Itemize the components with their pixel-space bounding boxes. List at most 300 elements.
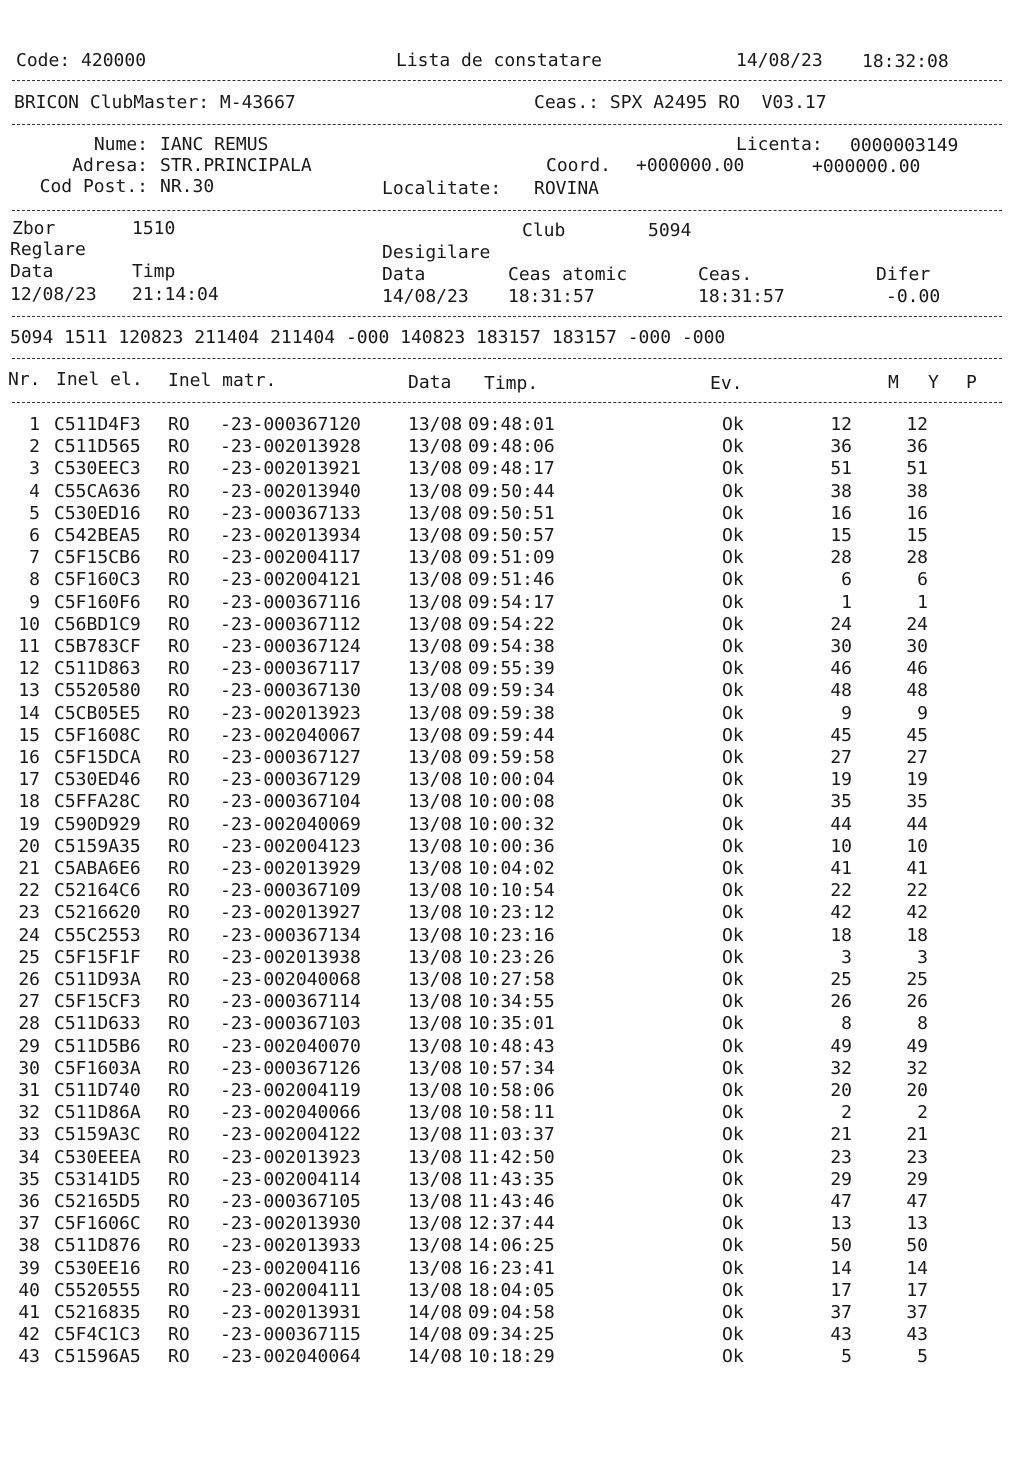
row-country: RO — [168, 769, 190, 791]
row-inel-el: C5159A35 — [54, 835, 141, 857]
row-time: 09:50:57 — [468, 525, 555, 546]
row-event: Ok — [722, 1057, 744, 1079]
table-row — [0, 1280, 1024, 1302]
table-row — [0, 503, 1024, 525]
row-inel-matr: -23-002013928 — [220, 436, 361, 458]
row-country: RO — [168, 1213, 190, 1235]
row-time: 09:51:09 — [468, 547, 555, 569]
row-m: 48 — [830, 680, 852, 702]
row-inel-el: C51596A5 — [54, 1346, 141, 1368]
row-country: RO — [168, 969, 190, 990]
zbor-label: Zbor — [12, 218, 56, 239]
table-row — [0, 1324, 1024, 1346]
row-inel-el: C5159A3C — [54, 1124, 141, 1146]
row-m: 42 — [830, 902, 852, 924]
row-country: RO — [168, 569, 190, 591]
table-row — [0, 614, 1024, 636]
row-inel-el: C5F1606C — [54, 1213, 141, 1235]
row-date: 13/08 — [408, 1102, 463, 1124]
row-nr: 34 — [18, 1146, 40, 1168]
row-country: RO — [168, 480, 190, 502]
row-inel-matr: -23-000367103 — [220, 1013, 361, 1035]
row-time: 10:00:08 — [468, 791, 555, 813]
row-inel-matr: -23-000367127 — [220, 747, 361, 768]
row-date: 14/08 — [408, 1302, 463, 1323]
row-y: 38 — [906, 480, 928, 502]
row-nr: 35 — [18, 1168, 40, 1190]
row-date: 13/08 — [408, 636, 463, 657]
row-m: 21 — [830, 1124, 852, 1146]
table-row — [0, 991, 1024, 1013]
row-nr: 5 — [29, 502, 40, 524]
row-country: RO — [168, 1057, 190, 1079]
row-inel-el: C530EE16 — [54, 1257, 141, 1279]
row-y: 23 — [906, 1146, 928, 1168]
row-date: 13/08 — [408, 1191, 463, 1212]
row-m: 16 — [830, 502, 852, 524]
row-nr: 14 — [18, 702, 40, 724]
row-inel-el: C52164C6 — [54, 880, 141, 902]
col-p: P — [966, 372, 977, 393]
table-row — [0, 703, 1024, 725]
row-m: 9 — [841, 702, 852, 724]
report-title: Lista de constatare — [396, 50, 602, 71]
row-m: 30 — [830, 636, 852, 657]
row-m: 2 — [841, 1102, 852, 1124]
row-m: 32 — [830, 1057, 852, 1079]
row-inel-matr: -23-002004122 — [220, 1124, 361, 1146]
report-date: 14/08/23 — [736, 50, 823, 71]
row-inel-el: C530ED16 — [54, 502, 141, 524]
row-inel-el: C5216620 — [54, 902, 141, 924]
row-inel-matr: -23-000367116 — [220, 591, 361, 613]
row-time: 12:37:44 — [468, 1213, 555, 1235]
row-time: 10:18:29 — [468, 1346, 555, 1368]
row-date: 13/08 — [408, 724, 463, 746]
table-row — [0, 880, 1024, 902]
row-inel-matr: -23-002004119 — [220, 1080, 361, 1101]
row-nr: 1 — [29, 414, 40, 435]
row-m: 20 — [830, 1080, 852, 1101]
row-m: 47 — [830, 1191, 852, 1212]
row-inel-el: C5F160F6 — [54, 591, 141, 613]
row-m: 46 — [830, 658, 852, 680]
row-nr: 41 — [18, 1302, 40, 1323]
row-event: Ok — [722, 769, 744, 791]
divider — [12, 80, 1002, 81]
divider — [12, 210, 1002, 211]
row-nr: 6 — [29, 525, 40, 546]
row-event: Ok — [722, 924, 744, 946]
row-date: 13/08 — [408, 1168, 463, 1190]
address-label: Adresa: — [72, 155, 148, 176]
table-row — [0, 1169, 1024, 1191]
divider — [12, 124, 1002, 125]
row-m: 37 — [830, 1302, 852, 1323]
row-y: 44 — [906, 813, 928, 835]
table-row — [0, 1213, 1024, 1235]
table-row — [0, 1346, 1024, 1368]
row-nr: 12 — [18, 658, 40, 680]
row-country: RO — [168, 525, 190, 546]
row-nr: 7 — [29, 547, 40, 569]
row-inel-matr: -23-000367130 — [220, 680, 361, 702]
row-m: 6 — [841, 569, 852, 591]
row-date: 13/08 — [408, 769, 463, 791]
col-data: Data — [408, 372, 452, 393]
row-inel-el: C511D93A — [54, 969, 141, 990]
row-time: 09:54:22 — [468, 613, 555, 635]
owner-locality: ROVINA — [534, 178, 600, 199]
row-m: 22 — [830, 880, 852, 902]
row-event: Ok — [722, 1146, 744, 1168]
row-country: RO — [168, 791, 190, 813]
row-y: 41 — [906, 858, 928, 879]
table-row — [0, 858, 1024, 880]
row-event: Ok — [722, 1257, 744, 1279]
row-time: 09:50:51 — [468, 502, 555, 524]
reglare-date: 12/08/23 — [10, 284, 97, 305]
row-event: Ok — [722, 502, 744, 524]
row-inel-el: C5CB05E5 — [54, 702, 141, 724]
row-y: 28 — [906, 547, 928, 569]
table-row — [0, 1258, 1024, 1280]
row-inel-matr: -23-002004114 — [220, 1168, 361, 1190]
table-row — [0, 1013, 1024, 1035]
row-nr: 20 — [18, 835, 40, 857]
row-y: 6 — [917, 569, 928, 591]
row-time: 09:59:58 — [468, 747, 555, 768]
table-row — [0, 1102, 1024, 1124]
table-row — [0, 1036, 1024, 1058]
code-label: Code: 420000 — [16, 50, 147, 71]
row-inel-matr: -23-000367133 — [220, 502, 361, 524]
row-nr: 11 — [18, 636, 40, 657]
row-m: 14 — [830, 1257, 852, 1279]
row-country: RO — [168, 1302, 190, 1323]
row-date: 13/08 — [408, 1235, 463, 1257]
row-inel-matr: -23-000367109 — [220, 880, 361, 902]
table-row — [0, 947, 1024, 969]
row-time: 10:10:54 — [468, 880, 555, 902]
row-y: 20 — [906, 1080, 928, 1101]
row-event: Ok — [722, 1235, 744, 1257]
row-nr: 22 — [18, 880, 40, 902]
row-time: 14:06:25 — [468, 1235, 555, 1257]
row-country: RO — [168, 1324, 190, 1346]
difference-value: -0.00 — [886, 286, 941, 307]
row-time: 09:34:25 — [468, 1324, 555, 1346]
owner-address: STR.PRINCIPALA — [160, 155, 312, 176]
row-nr: 23 — [18, 902, 40, 924]
row-time: 10:27:58 — [468, 969, 555, 990]
row-date: 14/08 — [408, 1324, 463, 1346]
row-event: Ok — [722, 902, 744, 924]
row-date: 13/08 — [408, 1057, 463, 1079]
row-nr: 17 — [18, 769, 40, 791]
row-y: 1 — [917, 591, 928, 613]
row-time: 09:51:46 — [468, 569, 555, 591]
row-inel-el: C5520580 — [54, 680, 141, 702]
row-time: 11:42:50 — [468, 1146, 555, 1168]
table-row — [0, 814, 1024, 836]
row-y: 27 — [906, 747, 928, 768]
table-row — [0, 791, 1024, 813]
club-label: Club — [522, 220, 566, 241]
row-inel-matr: -23-002004116 — [220, 1257, 361, 1279]
clock-label: Ceas. — [698, 264, 753, 285]
row-time: 09:55:39 — [468, 658, 555, 680]
club-number: 5094 — [648, 220, 692, 241]
row-y: 49 — [906, 1035, 928, 1057]
row-event: Ok — [722, 946, 744, 968]
license-number: 0000003149 — [850, 135, 959, 156]
row-inel-el: C52165D5 — [54, 1191, 141, 1212]
row-m: 5 — [841, 1346, 852, 1368]
locality-label: Localitate: — [382, 178, 502, 199]
row-date: 13/08 — [408, 658, 463, 680]
row-y: 21 — [906, 1124, 928, 1146]
row-date: 14/08 — [408, 1346, 463, 1368]
row-event: Ok — [722, 858, 744, 879]
row-country: RO — [168, 1191, 190, 1212]
row-country: RO — [168, 924, 190, 946]
row-inel-matr: -23-002013930 — [220, 1213, 361, 1235]
row-time: 09:54:17 — [468, 591, 555, 613]
row-nr: 31 — [18, 1080, 40, 1101]
row-event: Ok — [722, 1013, 744, 1035]
row-event: Ok — [722, 569, 744, 591]
row-time: 10:00:32 — [468, 813, 555, 835]
row-inel-el: C5F15F1F — [54, 946, 141, 968]
row-inel-el: C5F15CF3 — [54, 991, 141, 1013]
row-event: Ok — [722, 658, 744, 680]
row-time: 10:58:06 — [468, 1080, 555, 1101]
row-event: Ok — [722, 1102, 744, 1124]
table-row — [0, 1235, 1024, 1257]
row-inel-matr: -23-002040069 — [220, 813, 361, 835]
row-event: Ok — [722, 724, 744, 746]
row-y: 30 — [906, 636, 928, 657]
row-date: 13/08 — [408, 1035, 463, 1057]
row-date: 13/08 — [408, 924, 463, 946]
row-inel-el: C53141D5 — [54, 1168, 141, 1190]
difference-label: Difer — [876, 264, 931, 285]
row-date: 13/08 — [408, 791, 463, 813]
row-nr: 33 — [18, 1124, 40, 1146]
row-inel-matr: -23-000367120 — [220, 414, 361, 435]
row-time: 10:57:34 — [468, 1057, 555, 1079]
col-y: Y — [928, 372, 939, 393]
row-m: 49 — [830, 1035, 852, 1057]
row-time: 10:23:16 — [468, 924, 555, 946]
row-y: 24 — [906, 613, 928, 635]
table-row — [0, 481, 1024, 503]
row-inel-matr: -23-002013923 — [220, 702, 361, 724]
row-inel-el: C511D4F3 — [54, 414, 141, 435]
row-inel-matr: -23-002040067 — [220, 724, 361, 746]
row-inel-matr: -23-002004121 — [220, 569, 361, 591]
row-inel-el: C5F15CB6 — [54, 547, 141, 569]
row-inel-matr: -23-002013929 — [220, 858, 361, 879]
row-inel-matr: -23-002013921 — [220, 458, 361, 480]
row-date: 13/08 — [408, 702, 463, 724]
table-row — [0, 1147, 1024, 1169]
row-country: RO — [168, 1168, 190, 1190]
table-row — [0, 747, 1024, 769]
row-event: Ok — [722, 414, 744, 435]
row-time: 09:54:38 — [468, 636, 555, 657]
row-country: RO — [168, 1257, 190, 1279]
table-row — [0, 636, 1024, 658]
row-m: 50 — [830, 1235, 852, 1257]
row-country: RO — [168, 813, 190, 835]
row-event: Ok — [722, 458, 744, 480]
row-y: 48 — [906, 680, 928, 702]
summary-line: 5094 1511 120823 211404 211404 -000 140823 183157 183157 -000 -000 — [10, 327, 726, 348]
row-country: RO — [168, 946, 190, 968]
row-event: Ok — [722, 547, 744, 569]
row-time: 10:00:04 — [468, 769, 555, 791]
row-event: Ok — [722, 436, 744, 458]
row-event: Ok — [722, 1080, 744, 1101]
row-inel-el: C511D565 — [54, 436, 141, 458]
col-timp: Timp. — [484, 373, 539, 394]
row-m: 12 — [830, 414, 852, 435]
row-y: 32 — [906, 1057, 928, 1079]
row-inel-matr: -23-002040064 — [220, 1346, 361, 1368]
divider — [12, 358, 1002, 359]
table-row — [0, 458, 1024, 480]
row-date: 13/08 — [408, 436, 463, 458]
row-y: 16 — [906, 502, 928, 524]
row-event: Ok — [722, 591, 744, 613]
row-inel-matr: -23-000367124 — [220, 636, 361, 657]
row-country: RO — [168, 1013, 190, 1035]
row-event: Ok — [722, 1346, 744, 1368]
row-nr: 32 — [18, 1102, 40, 1124]
col-nr: Nr. — [8, 369, 41, 390]
row-m: 44 — [830, 813, 852, 835]
row-inel-matr: -23-002004123 — [220, 835, 361, 857]
row-inel-el: C530ED46 — [54, 769, 141, 791]
row-m: 41 — [830, 858, 852, 879]
col-inel-el: Inel el. — [56, 369, 143, 390]
row-nr: 15 — [18, 724, 40, 746]
row-date: 13/08 — [408, 1080, 463, 1101]
row-time: 10:04:02 — [468, 858, 555, 879]
row-time: 10:00:36 — [468, 835, 555, 857]
row-date: 13/08 — [408, 480, 463, 502]
row-date: 13/08 — [408, 1279, 463, 1301]
table-row — [0, 769, 1024, 791]
row-y: 15 — [906, 525, 928, 546]
row-inel-matr: -23-002013934 — [220, 525, 361, 546]
row-nr: 18 — [18, 791, 40, 813]
row-nr: 25 — [18, 946, 40, 968]
row-m: 45 — [830, 724, 852, 746]
row-event: Ok — [722, 702, 744, 724]
row-country: RO — [168, 613, 190, 635]
row-inel-matr: -23-000367129 — [220, 769, 361, 791]
row-m: 26 — [830, 991, 852, 1013]
row-time: 11:43:35 — [468, 1168, 555, 1190]
row-inel-el: C511D86A — [54, 1102, 141, 1124]
row-y: 45 — [906, 724, 928, 746]
row-inel-matr: -23-002004117 — [220, 547, 361, 569]
row-inel-matr: -23-002013923 — [220, 1146, 361, 1168]
row-y: 37 — [906, 1302, 928, 1323]
row-m: 10 — [830, 835, 852, 857]
row-inel-el: C5F4C1C3 — [54, 1324, 141, 1346]
row-date: 13/08 — [408, 525, 463, 546]
row-date: 13/08 — [408, 502, 463, 524]
row-date: 13/08 — [408, 591, 463, 613]
row-nr: 36 — [18, 1191, 40, 1212]
atomic-clock-label: Ceas atomic — [508, 264, 628, 285]
row-y: 42 — [906, 902, 928, 924]
row-country: RO — [168, 458, 190, 480]
row-event: Ok — [722, 969, 744, 990]
row-inel-el: C511D5B6 — [54, 1035, 141, 1057]
row-event: Ok — [722, 613, 744, 635]
row-date: 13/08 — [408, 1124, 463, 1146]
row-time: 18:04:05 — [468, 1279, 555, 1301]
divider — [12, 316, 1002, 317]
row-time: 10:34:55 — [468, 991, 555, 1013]
row-country: RO — [168, 724, 190, 746]
row-date: 13/08 — [408, 1257, 463, 1279]
row-y: 36 — [906, 436, 928, 458]
row-inel-el: C590D929 — [54, 813, 141, 835]
row-inel-el: C56BD1C9 — [54, 613, 141, 635]
row-country: RO — [168, 747, 190, 768]
row-inel-el: C55C2553 — [54, 924, 141, 946]
row-inel-el: C55CA636 — [54, 480, 141, 502]
row-nr: 24 — [18, 924, 40, 946]
row-m: 35 — [830, 791, 852, 813]
desigilare-date: 14/08/23 — [382, 286, 469, 307]
desigilare-data-label: Data — [382, 264, 426, 285]
row-inel-el: C5F1603A — [54, 1057, 141, 1079]
row-event: Ok — [722, 1124, 744, 1146]
row-country: RO — [168, 991, 190, 1013]
row-country: RO — [168, 858, 190, 879]
reglare-time: 21:14:04 — [132, 284, 219, 305]
row-inel-el: C511D633 — [54, 1013, 141, 1035]
row-date: 13/08 — [408, 1213, 463, 1235]
row-nr: 37 — [18, 1213, 40, 1235]
row-y: 19 — [906, 769, 928, 791]
row-nr: 13 — [18, 680, 40, 702]
name-label: Nume: — [93, 134, 148, 155]
row-country: RO — [168, 1035, 190, 1057]
table-row — [0, 925, 1024, 947]
row-time: 09:59:38 — [468, 702, 555, 724]
row-nr: 8 — [29, 569, 40, 591]
row-y: 10 — [906, 835, 928, 857]
table-row — [0, 658, 1024, 680]
row-m: 19 — [830, 769, 852, 791]
row-event: Ok — [722, 991, 744, 1013]
row-inel-el: C5F1608C — [54, 724, 141, 746]
row-time: 10:35:01 — [468, 1013, 555, 1035]
row-inel-matr: -23-000367114 — [220, 991, 361, 1013]
row-nr: 30 — [18, 1057, 40, 1079]
row-country: RO — [168, 702, 190, 724]
row-inel-matr: -23-002013938 — [220, 946, 361, 968]
row-nr: 26 — [18, 969, 40, 990]
